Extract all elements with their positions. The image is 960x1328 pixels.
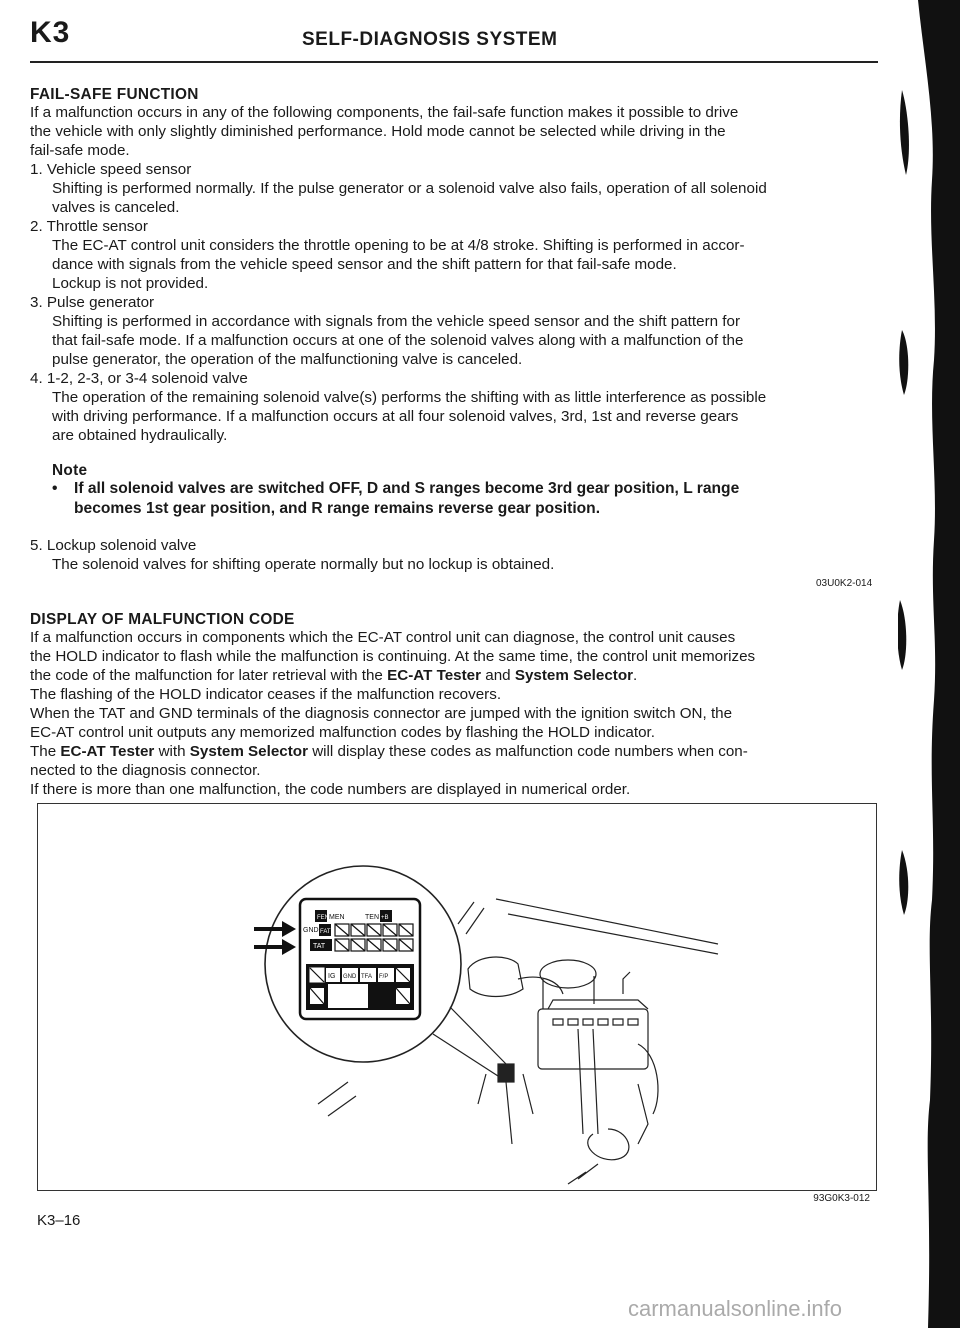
terminal-label-tfa: TFA xyxy=(361,974,373,980)
failsafe-intro-2: the vehicle with only slightly diminished performance. Hold mode cannot be selected while driving in the xyxy=(30,123,726,140)
display-heading: DISPLAY OF MALFUNCTION CODE xyxy=(30,611,295,628)
section-code: K3 xyxy=(30,16,71,49)
terminal-label-ig: IG xyxy=(328,973,336,980)
display-p6: EC-AT control unit outputs any memorized malfunction codes by flashing the HOLD indicator. xyxy=(30,724,655,741)
item-3-title: 3. Pulse generator xyxy=(30,294,155,311)
terminal-label-b: +B xyxy=(381,915,389,921)
display-p2: the HOLD indicator to flash while the malfunction is continuing. At the same time, the control unit memorizes xyxy=(30,648,756,665)
note-bullet: • xyxy=(52,480,58,497)
terminal-label-men: MEN xyxy=(329,914,345,921)
display-p7: The EC-AT Tester with System Selector will display these codes as malfunction code numbers when con- xyxy=(30,743,748,760)
item-5-line: The solenoid valves for shifting operate normally but no lockup is obtained. xyxy=(52,556,555,573)
item-2-title: 2. Throttle sensor xyxy=(30,218,148,235)
failsafe-intro-3: fail-safe mode. xyxy=(30,142,130,159)
binding-edge xyxy=(898,0,960,1328)
failsafe-heading: FAIL-SAFE FUNCTION xyxy=(30,86,199,103)
item-3-line-2: that fail-safe mode. If a malfunction occurs at one of the solenoid valves along with a malfunction of the xyxy=(52,332,744,349)
display-p8: nected to the diagnosis connector. xyxy=(30,762,261,779)
item-4-line-3: are obtained hydraulically. xyxy=(52,427,228,444)
page-number: K3–16 xyxy=(37,1212,81,1229)
terminal-label-fat: FAT xyxy=(320,929,331,935)
item-2-line-2: dance with signals from the vehicle speed sensor and the shift pattern for that fail-safe mode. xyxy=(52,256,677,273)
item-5-title: 5. Lockup solenoid valve xyxy=(30,537,197,554)
diagnosis-connector xyxy=(300,899,420,1019)
terminal-label-tat: TAT xyxy=(313,943,326,950)
item-4-line-2: with driving performance. If a malfunction occurs at all four solenoid valves, 3rd, 1st and reverse gears xyxy=(52,408,739,425)
item-3-line-1: Shifting is performed in accordance with signals from the vehicle speed sensor and the shift pattern for xyxy=(52,313,741,330)
watermark: carmanualsonline.info xyxy=(628,1296,843,1321)
item-4-line-1: The operation of the remaining solenoid valve(s) performs the shifting with as little interference as possible xyxy=(52,389,767,406)
connector-illustration xyxy=(38,804,876,1190)
item-1-line-1: Shifting is performed normally. If the pulse generator or a solenoid valve also fails, operation of all solenoid xyxy=(52,180,767,197)
terminal-label-gnd-2: GND xyxy=(343,974,357,980)
note-line-1: If all solenoid valves are switched OFF, D and S ranges become 3rd gear position, L range xyxy=(74,480,740,497)
display-p5: When the TAT and GND terminals of the diagnosis connector are jumped with the ignition switch ON, the xyxy=(30,705,733,722)
item-4-title: 4. 1-2, 2-3, or 3-4 solenoid valve xyxy=(30,370,248,387)
failsafe-intro-1: If a malfunction occurs in any of the following components, the fail-safe function makes it possible to drive xyxy=(30,104,739,121)
display-p1: If a malfunction occurs in components which the EC-AT control unit can diagnose, the control unit causes xyxy=(30,629,736,646)
item-3-line-3: pulse generator, the operation of the malfunctioning valve is canceled. xyxy=(52,351,523,368)
header-rule xyxy=(30,61,878,63)
item-1-title: 1. Vehicle speed sensor xyxy=(30,161,192,178)
terminal-label-ten: TEN xyxy=(365,914,379,921)
item-1-line-2: valves is canceled. xyxy=(52,199,180,216)
display-p3: the code of the malfunction for later retrieval with the EC-AT Tester and System Selector. xyxy=(30,667,638,684)
figure-code: 93G0K3-012 xyxy=(813,1193,870,1204)
note-label: Note xyxy=(52,462,88,479)
item-2-line-3: Lockup is not provided. xyxy=(52,275,209,292)
failsafe-ref-code: 03U0K2-014 xyxy=(816,578,873,589)
display-p9: If there is more than one malfunction, the code numbers are displayed in numerical order. xyxy=(30,781,631,798)
item-2-line-1: The EC-AT control unit considers the throttle opening to be at 4/8 stroke. Shifting is performed in accor- xyxy=(52,237,745,254)
terminal-label-fp: F/P xyxy=(379,974,389,980)
note-line-2: becomes 1st gear position, and R range remains reverse gear position. xyxy=(74,500,601,517)
terminal-label-gnd: GND xyxy=(303,927,319,934)
display-p4: The flashing of the HOLD indicator ceases if the malfunction recovers. xyxy=(30,686,502,703)
page-title: SELF-DIAGNOSIS SYSTEM xyxy=(302,29,558,50)
terminal-label-fen: FEN xyxy=(317,915,329,921)
connector-figure xyxy=(37,803,877,1204)
